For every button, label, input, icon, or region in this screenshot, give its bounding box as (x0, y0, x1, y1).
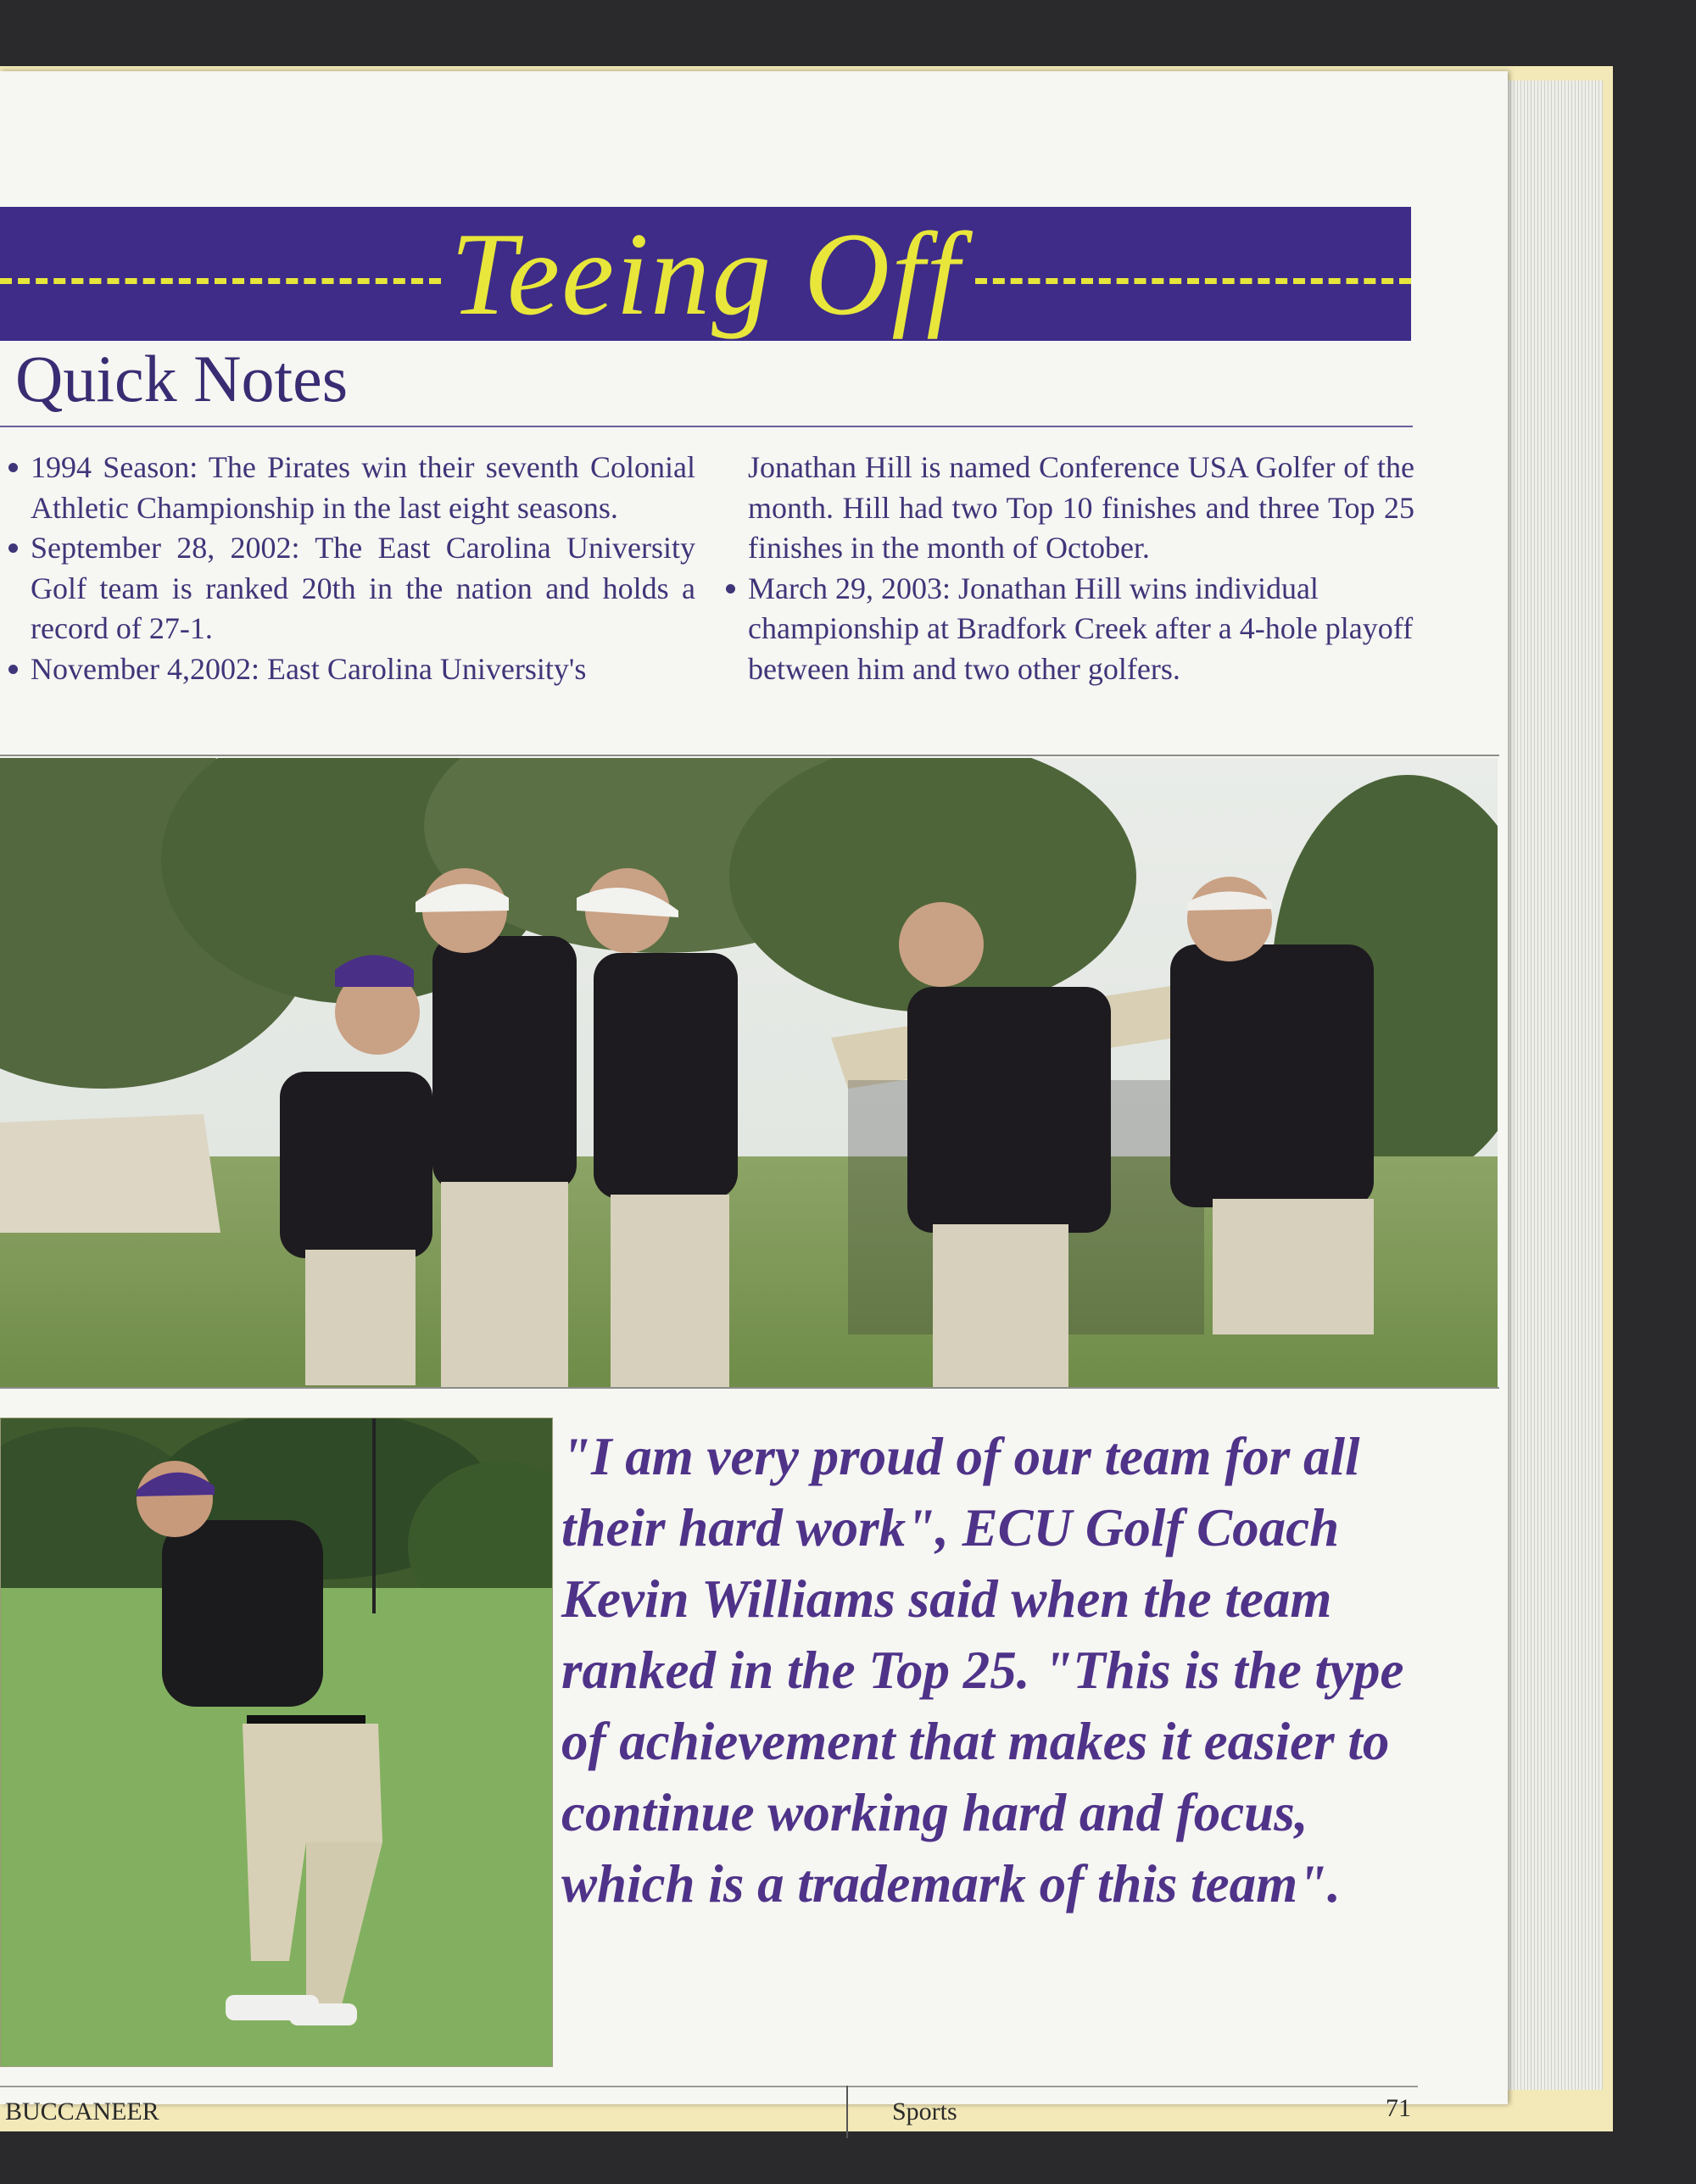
bullet-icon (8, 543, 18, 553)
footer-rule (0, 2086, 1418, 2087)
bullet-icon (726, 584, 735, 593)
note-item: September 28, 2002: The East Carolina University Golf team is ranked 20th in the nation and holds a record of 27-1. (31, 528, 695, 649)
footer-section: Sports (892, 2098, 957, 2126)
notes-column-right (748, 448, 1414, 689)
bullet-icon (8, 665, 18, 674)
golfer-swing-photo (0, 1418, 553, 2067)
page (0, 71, 1508, 2126)
notes-column-left (31, 448, 695, 689)
photo-bottom-rule (0, 1387, 1499, 1389)
note-item: March 29, 2003: Jonathan Hill wins individual championship at Bradfork Creek after a 4-hole playoff between him and two other golfers. (748, 569, 1414, 690)
footer-publication: BUCCANEER (5, 2098, 159, 2126)
section-heading: Quick Notes (15, 342, 349, 415)
photo-top-rule (0, 755, 1499, 756)
page-edges (1501, 81, 1603, 2090)
note-item: 1994 Season: The Pirates win their seventh Colonial Athletic Championship in the last eight seasons. (31, 448, 695, 528)
footer-divider (846, 2086, 848, 2138)
team-photo (0, 758, 1498, 1387)
banner-title: Teeing Off (449, 209, 962, 340)
heading-rule (0, 426, 1413, 427)
note-item: November 4,2002: East Carolina University's (31, 649, 695, 690)
section-banner (0, 207, 1411, 341)
footer-page-number: 71 (1386, 2094, 1411, 2122)
note-item-continued: Jonathan Hill is named Conference USA Golfer of the month. Hill had two Top 10 finishes and three Top 25 finishes in the month of October. (748, 450, 1414, 565)
bullet-icon (8, 463, 18, 472)
coach-quote: "I am very proud of our team for all their hard work", ECU Golf Coach Kevin Williams said when the team ranked in the Top 25. "This is the type of achievement that makes it easier to continue working hard and focus, which is a trademark of this team". (561, 1427, 1404, 1914)
